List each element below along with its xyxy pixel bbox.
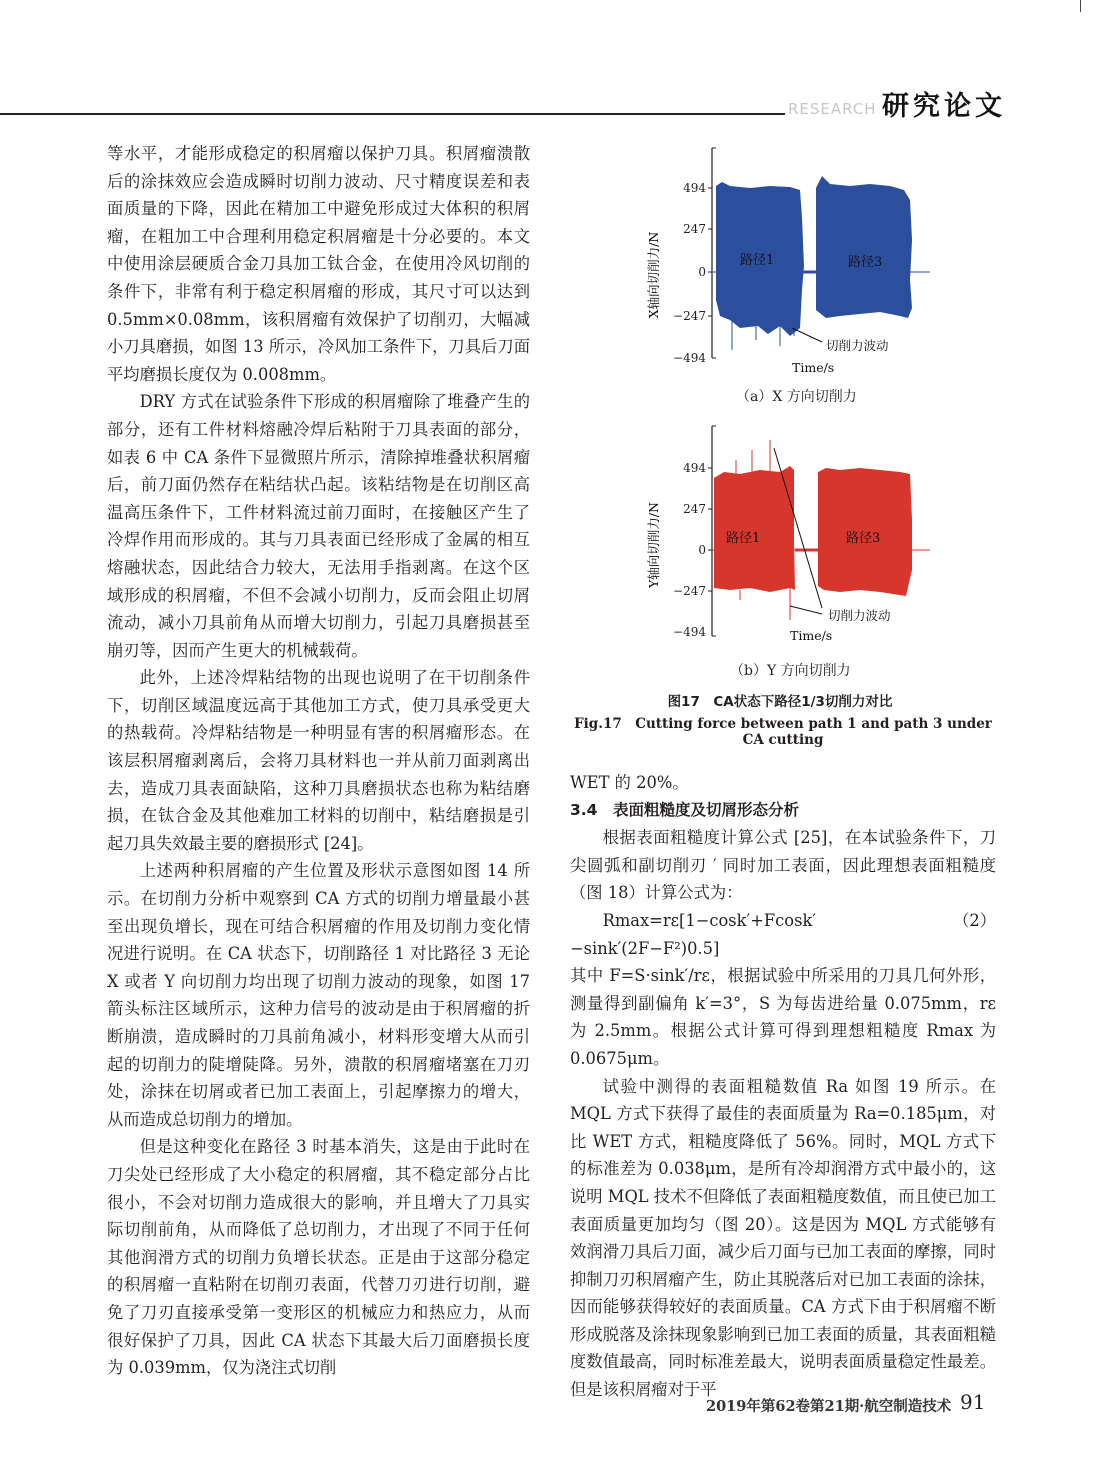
- figure-17a-x-force: [640, 140, 940, 390]
- annotation-arrow: [792, 328, 822, 342]
- left-paragraph-5: 但是这种变化在路径 3 时基本消失，这是由于此时在刀尖处已经形成了大小稳定的积屑瘤，其不稳定部分占比很小，不会对切削力造成很大的影响，并且增大了刀具实际切削前角，从而降低了总切削力，才出现了不同于任何其他润滑方式的切削力负增长状态。正是由于这部分稳定的积屑瘤一直粘附在切削刃表面，代替刀刃进行切削，避免了刀刃直接承受第一变形区的机械应力和热应力，从而很好保护了刀具，因此 CA 状态下其最大后刀面磨损长度为 0.039mm，仅为浇注式切削: [107, 1137, 530, 1378]
- x-axis-label: Time/s: [792, 360, 835, 375]
- label-path3: 路径3: [846, 531, 881, 546]
- annotation-arrow: [790, 606, 822, 614]
- right-paragraph-3: 其中 F=S·sink′/rε，根据试验中所采用的刀具几何外形，测量得到副偏角 k′=3°，S 为每齿进给量 0.075mm，rε 为 2.5mm。根据公式计算可得到理想粗糙度 Rmax 为 0.0675μm。: [570, 966, 996, 1068]
- label-path1: 路径1: [740, 253, 775, 268]
- right-paragraph-1: WET 的 20%。: [570, 773, 689, 792]
- figure-17-caption-cn: 图17 CA状态下路径1/3切削力对比: [667, 694, 893, 710]
- ytick: −494: [673, 351, 706, 365]
- ytick: 247: [683, 222, 706, 236]
- x-axis-label: Time/s: [790, 628, 833, 643]
- ytick: −494: [673, 625, 706, 639]
- figure-17b-y-force: [640, 420, 940, 650]
- equation-2: [570, 907, 996, 962]
- signal-path3: [816, 176, 912, 318]
- right-column: [570, 769, 996, 1404]
- ytick: 0: [698, 265, 706, 279]
- left-paragraph-4: 上述两种积屑瘤的产生位置及形状示意图如图 14 所示。在切削力分析中观察到 CA 方式的切削力增量最小甚至出现负增长，现在可结合积屑瘤的作用及切削力变化情况进行说明。在 CA 状态下，切削路径 1 对比路径 3 无论 X 或者 Y 向切削力均出现了切削力波动的现象，如图 17 箭头标注区域所示，这种力信号的波动是由于积屑瘤的折断崩溃，造成瞬时的刀具前角减小，材料形变增大从而引起的切削力的陡增陡降。另外，溃散的积屑瘤堵塞在刀刃处，涂抹在切屑或者已加工表面上，引起摩擦力的增大，从而造成总切削力的增加。: [107, 861, 530, 1129]
- label-path3: 路径3: [848, 255, 883, 270]
- label-path1: 路径1: [726, 531, 761, 546]
- ytick: −247: [673, 309, 706, 323]
- section-heading-3-4: 3.4 表面粗糙度及切屑形态分析: [570, 800, 799, 819]
- figure-17a-caption: （a）X 方向切削力: [736, 389, 857, 405]
- ytick: 494: [683, 181, 706, 195]
- right-paragraph-4: 试验中测得的表面粗糙数值 Ra 如图 19 所示。在 MQL 方式下获得了最佳的表面质量为 Ra=0.185μm，对比 WET 方式，粗糙度降低了 56%。同时，MQL 方式下的标准差为 0.038μm，是所有冷却润滑方式中最小的，这说明 MQL 技术不但降低了表面粗糙度数值，而且使已加工表面质量更加均匀（图 20）。这是因为 MQL 方式能够有效润滑刀具后刀面，减少后刀面与已加工表面的摩擦，同时抑制刀刃积屑瘤产生，防止其脱落后对已加工表面的涂抹，因而能够获得较好的表面质量。CA 方式下由于积屑瘤不断形成脱落及涂抹现象影响到已加工表面的质量，其表面粗糙度数值最高，同时标准差最大，说明表面质量稳定性最差。但是该积屑瘤对于平: [570, 1076, 996, 1400]
- header-section-en: RESEARCH: [785, 100, 880, 118]
- right-paragraph-2: 根据表面粗糙度计算公式 [25]，在本试验条件下，刀尖圆弧和副切削刃 ′ 同时加工表面，因此理想表面粗糙度（图 18）计算公式为：: [570, 828, 996, 903]
- y-axis-label: X轴向切削力/N: [646, 231, 661, 319]
- corner-crop-mark: [1080, 0, 1081, 12]
- left-paragraph-2: DRY 方式在试验条件下形成的积屑瘤除了堆叠产生的部分，还有工件材料熔融冷焊后粘附于刀具表面的部分，如表 6 中 CA 条件下显微照片所示，清除掉堆叠状积屑瘤后，前刀面仍然存在粘结状凸起。该粘结物是在切削区高温高压条件下，工件材料流过前刀面时，在接触区产生了冷焊作用而形成的。其与刀具表面已经形成了金属的相互熔融状态，因此结合力较大，无法用手指剥离。在这个区域形成的积屑瘤，不但不会减小切削力，反而会阻止切屑流动，减小刀具前角从而增大切削力，引起刀具磨损甚至崩刃等，因而产生更大的机械载荷。: [107, 392, 530, 660]
- figure-17-caption-en: Fig.17 Cutting force between path 1 and path 3 under CA cutting: [574, 716, 992, 748]
- annotation-fluctuation: 切削力波动: [826, 338, 889, 353]
- signal-path1: [714, 466, 795, 592]
- header-section-cn: 研究论文: [878, 84, 1010, 123]
- annotation-fluctuation: 切削力波动: [828, 608, 891, 623]
- figure-17b-caption: （b）Y 方向切削力: [730, 663, 851, 679]
- equation-number: （2）: [953, 910, 996, 930]
- left-paragraph-3: 此外，上述冷焊粘结物的出现也说明了在干切削条件下，切削区域温度远高于其他加工方式，使刀具承受更大的热载荷。冷焊粘结物是一种明显有害的积屑瘤形态。在该层积屑瘤剥离后，会将刀具材料也一并从前刀面剥离出去，造成刀具表面缺陷，这种刀具磨损状态也称为粘结磨损，在钛合金及其他难加工材料的切削中，粘结磨损是引起刀具失效最主要的磨损形式 [24]。: [107, 668, 530, 853]
- ytick: −247: [673, 584, 706, 598]
- ytick: 494: [683, 461, 706, 475]
- equation-body: Rmax=rε[1−cosk′+Fcosk′−sink′(2F−F²)0.5]: [570, 910, 817, 958]
- left-paragraph-1: 等水平，才能形成稳定的积屑瘤以保护刀具。积屑瘤溃散后的涂抹效应会造成瞬时切削力波动、尺寸精度误差和表面质量的下降，因此在精加工中避免形成过大体积的积屑瘤，在粗加工中合理利用稳定积屑瘤是十分必要的。本文中使用涂层硬质合金刀具加工钛合金，在使用冷风切削的条件下，非常有利于稳定积屑瘤的形成，其尺寸可以达到 0.5mm×0.08mm，该积屑瘤有效保护了切削刃，大幅减小刀具磨损，如图 13 所示，冷风加工条件下，刀具后刀面平均磨损长度仅为 0.008mm。: [107, 144, 530, 384]
- ytick: 247: [683, 502, 706, 516]
- page-number: 91: [960, 1390, 986, 1414]
- footer-journal: 2019年第62卷第21期·航空制造技术: [706, 1398, 952, 1415]
- y-axis-label: Y轴向切削力/N: [646, 502, 661, 588]
- left-column: [107, 140, 530, 1382]
- ytick: 0: [698, 543, 706, 557]
